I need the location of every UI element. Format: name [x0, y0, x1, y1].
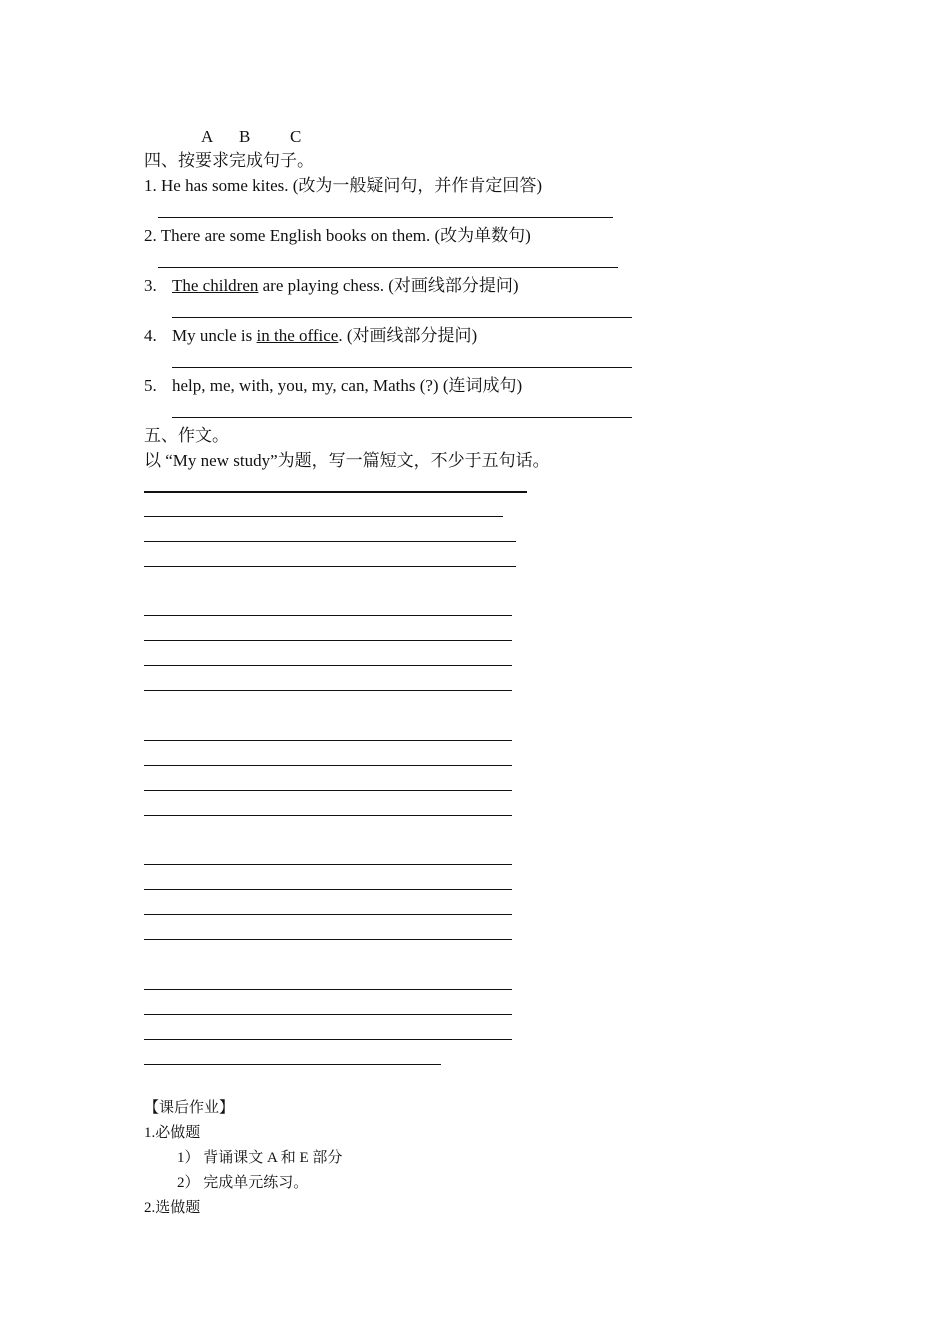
- answer-line-3[interactable]: [172, 317, 632, 318]
- answer-line-2[interactable]: [158, 267, 618, 268]
- question-3: [172, 276, 519, 296]
- question-5: help, me, with, you, my, can, Maths (?) (连词成句): [172, 376, 523, 395]
- question-2: 2. There are some English books on them. (改为单数句): [144, 226, 531, 245]
- question-4-underlined: in the office: [256, 326, 339, 345]
- writing-line[interactable]: [144, 665, 512, 666]
- section4-heading: 四、按要求完成句子。: [144, 151, 314, 170]
- option-a: A: [201, 127, 214, 146]
- homework-heading: 【课后作业】: [144, 1100, 235, 1116]
- homework-item-1: 1） 背诵课文 A 和 E 部分: [177, 1150, 343, 1166]
- question-3-rest: are playing chess. (对画线部分提问): [258, 276, 519, 295]
- writing-line[interactable]: [144, 566, 516, 567]
- composition-prompt: 以 “My new study”为题，写一篇短文，不少于五句话。: [144, 451, 550, 470]
- writing-line[interactable]: [144, 516, 503, 517]
- writing-line[interactable]: [144, 690, 512, 691]
- writing-line[interactable]: [144, 939, 512, 940]
- homework-required: 1.必做题: [144, 1125, 201, 1141]
- writing-line[interactable]: [144, 541, 516, 542]
- question-3-number: 3.: [144, 276, 157, 295]
- writing-line[interactable]: [144, 640, 512, 641]
- writing-line[interactable]: [144, 914, 512, 915]
- writing-line[interactable]: [144, 1014, 512, 1015]
- homework-item-2: 2） 完成单元练习。: [177, 1175, 309, 1191]
- writing-line[interactable]: [144, 815, 512, 816]
- writing-line[interactable]: [144, 491, 527, 493]
- question-3-underlined: The children: [172, 276, 259, 295]
- question-4-rest: . (对画线部分提问): [338, 326, 478, 345]
- writing-line[interactable]: [144, 765, 512, 766]
- option-c: C: [290, 127, 302, 146]
- writing-line[interactable]: [144, 864, 512, 865]
- question-4-number: 4.: [144, 326, 157, 345]
- writing-line[interactable]: [144, 989, 512, 990]
- writing-line[interactable]: [144, 740, 512, 741]
- writing-line[interactable]: [144, 1064, 441, 1065]
- answer-line-1[interactable]: [158, 217, 613, 218]
- question-4-pre: My uncle is: [172, 326, 257, 345]
- homework-optional: 2.选做题: [144, 1200, 201, 1216]
- writing-line[interactable]: [144, 889, 512, 890]
- answer-line-4[interactable]: [172, 367, 632, 368]
- writing-line[interactable]: [144, 1039, 512, 1040]
- question-4: [172, 326, 477, 346]
- answer-line-5[interactable]: [172, 417, 632, 418]
- section5-heading: 五、作文。: [144, 426, 229, 445]
- option-b: B: [239, 127, 251, 146]
- writing-line[interactable]: [144, 615, 512, 616]
- question-1: 1. He has some kites. (改为一般疑问句，并作肯定回答): [144, 176, 543, 195]
- writing-line[interactable]: [144, 790, 512, 791]
- question-5-number: 5.: [144, 376, 157, 395]
